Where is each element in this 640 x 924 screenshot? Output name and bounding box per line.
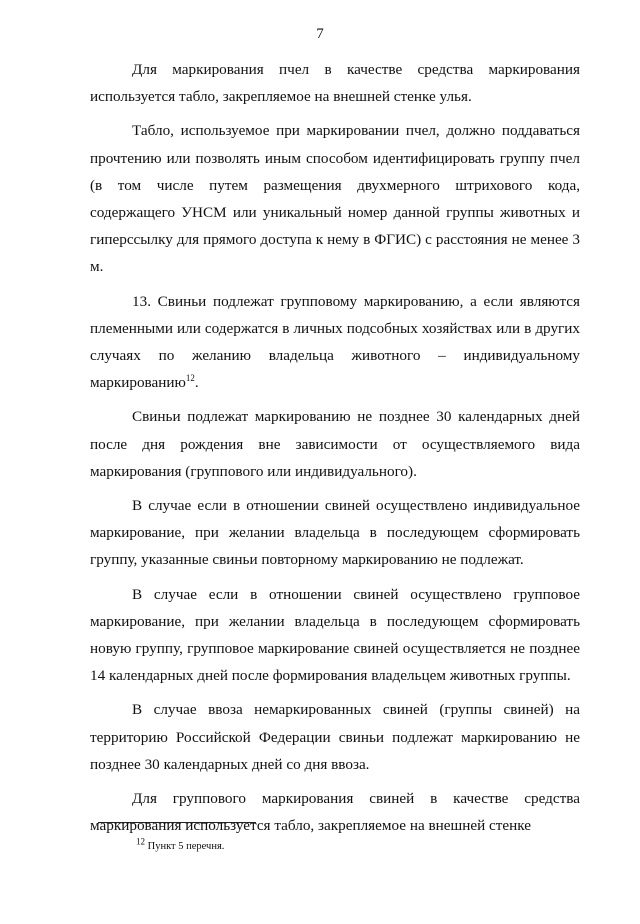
paragraph-bees-board: Табло, используемое при маркировании пчел, должно поддаваться прочтению или позволять иным способом идентифицировать группу пчел (в том числе путем размещения двухмерного штрихового кода, содержащего УНСМ или уникальный номер данной группы животных и гиперссылку для прямого доступа к нему в ФГИС) с расстояния не менее 3 м.: [90, 122, 580, 276]
paragraph-pigs-import: В случае ввоза немаркированных свиней (группы свиней) на территорию Российской Федерации свиньи подлежат маркированию не позднее 30 календарных дней со дня ввоза.: [90, 701, 580, 773]
footnote-reference: 12: [185, 373, 195, 384]
footnote-text: Пункт 5 перечня.: [145, 841, 225, 852]
footnote: [136, 836, 225, 854]
paragraph-pigs-individual: В случае если в отношении свиней осуществлено индивидуальное маркирование, при желании владельца в последующем сформировать группу, указанные свиньи повторному маркированию не подлежат.: [90, 497, 580, 569]
paragraph-pigs-deadline: Свиньи подлежат маркированию не позднее 30 календарных дней после дня рождения вне зависимости от осуществляемого вида маркирования (группового или индивидуального).: [90, 408, 580, 480]
footnote-separator: [98, 822, 256, 823]
paragraph-pigs-group-marking-text: 13. Свиньи подлежат групповому маркированию, а если являются племенными или содержатся в личных подсобных хозяйствах или в других случаях по желанию владельца животного – индивидуальному маркированию: [90, 292, 580, 392]
footnote-reference-suffix: .: [194, 374, 199, 392]
document-body: [90, 56, 580, 846]
page-number: 7: [316, 26, 324, 42]
paragraph-bees-marking: Для маркирования пчел в качестве средства маркирования используется табло, закрепляемое на внешней стенке улья.: [90, 61, 580, 106]
footnote-number: 12: [136, 836, 145, 847]
paragraph-pigs-new-group: В случае если в отношении свиней осуществлено групповое маркирование, при желании владельца в последующем сформировать новую группу, групповое маркирование свиней осуществляется не позднее 14 календарных дней после формирования владельцем животных группы.: [90, 585, 580, 685]
paragraph-pigs-group-marking: [90, 288, 580, 397]
paragraph-pigs-board: Для группового маркирования свиней в качестве средства маркирования используется табло, закрепляемое на внешней стенке: [90, 790, 580, 835]
